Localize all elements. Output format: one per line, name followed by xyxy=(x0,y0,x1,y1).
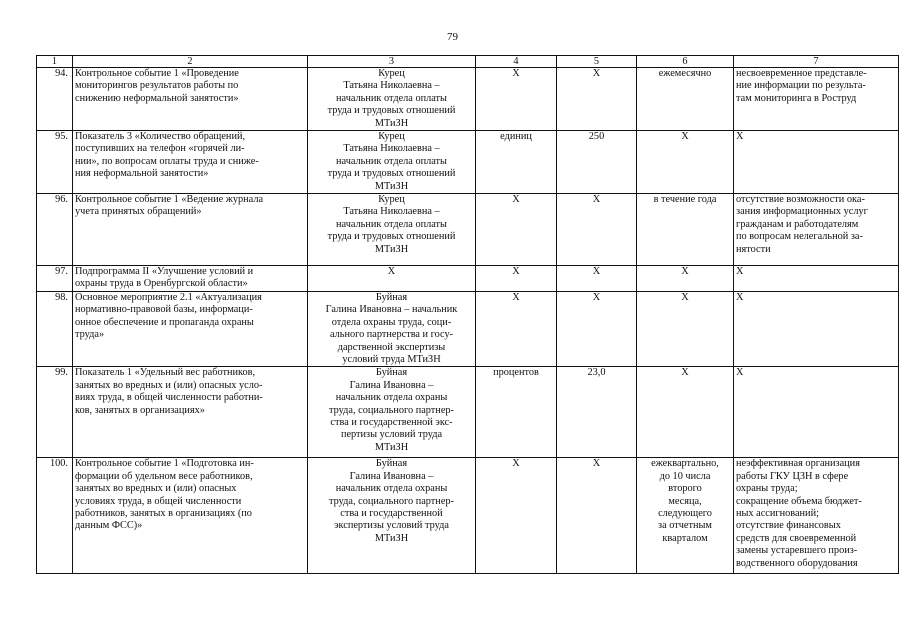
unit-cell: процентов xyxy=(476,367,557,458)
page-number: 79 xyxy=(447,31,458,43)
row-number-cell: 99. xyxy=(37,367,73,458)
row-number-cell: 98. xyxy=(37,291,73,366)
table-row xyxy=(37,367,899,458)
column-header: 5 xyxy=(557,56,637,68)
column-header: 4 xyxy=(476,56,557,68)
unit-cell: X xyxy=(476,266,557,292)
column-header: 6 xyxy=(637,56,734,68)
unit-cell: X xyxy=(476,458,557,574)
unit-cell: X xyxy=(476,68,557,131)
value-cell: X xyxy=(557,194,637,266)
responsible-cell: Буйная Галина Ивановна – начальник отдела охраны труда, социального партнер- ства и государственной экс- пертизы условий труда МТиЗН xyxy=(308,367,476,458)
header-row xyxy=(37,56,899,68)
value-cell: X xyxy=(557,291,637,366)
risk-cell: отсутствие возможности ока- зания информационных услуг гражданам и работодателям по вопросам нелегальной за- нятости xyxy=(734,194,899,266)
responsible-cell: Курец Татьяна Николаевна – начальник отдела оплаты труда и трудовых отношений МТиЗН xyxy=(308,194,476,266)
table-row xyxy=(37,266,899,292)
value-cell: 23,0 xyxy=(557,367,637,458)
term-cell: ежемесячно xyxy=(637,68,734,131)
table-row xyxy=(37,458,899,574)
event-name-cell: Подпрограмма II «Улучшение условий и охраны труда в Оренбургской области» xyxy=(73,266,308,292)
term-cell: в течение года xyxy=(637,194,734,266)
column-header: 1 xyxy=(37,56,73,68)
value-cell: X xyxy=(557,458,637,574)
term-cell: X xyxy=(637,367,734,458)
table-row xyxy=(37,194,899,266)
risk-cell: X xyxy=(734,131,899,194)
term-cell: X xyxy=(637,291,734,366)
table-row xyxy=(37,68,899,131)
row-number-cell: 100. xyxy=(37,458,73,574)
unit-cell: X xyxy=(476,194,557,266)
event-name-cell: Контрольное событие 1 «Ведение журнала учета принятых обращений» xyxy=(73,194,308,266)
responsible-cell: Буйная Галина Ивановна – начальник отдела охраны труда, соци- ального партнерства и госу- дарственной экспертизы условий труда МТиЗН xyxy=(308,291,476,366)
column-header: 2 xyxy=(73,56,308,68)
risk-cell: несвоевременное представле- ние информации по результа- там мониторинга в Роструд xyxy=(734,68,899,131)
event-name-cell: Контрольное событие 1 «Проведение мониторингов результатов работы по снижению неформальной занятости» xyxy=(73,68,308,131)
responsible-cell: X xyxy=(308,266,476,292)
row-number-cell: 97. xyxy=(37,266,73,292)
row-number-cell: 95. xyxy=(37,131,73,194)
risk-cell: X xyxy=(734,291,899,366)
program-table xyxy=(36,55,899,574)
value-cell: X xyxy=(557,68,637,131)
unit-cell: X xyxy=(476,291,557,366)
term-cell: X xyxy=(637,131,734,194)
term-cell: X xyxy=(637,266,734,292)
event-name-cell: Показатель 3 «Количество обращений, поступивших на телефон «горячей ли- нии», по вопросам оплаты труда и сниже- ния неформальной занятости» xyxy=(73,131,308,194)
risk-cell: X xyxy=(734,266,899,292)
table-row xyxy=(37,291,899,366)
risk-cell: неэффективная организация работы ГКУ ЦЗН в сфере охраны труда; сокращение объема бюджет- ных ассигнований; отсутствие финансовых средств для своевременной замены устаревшего произ- водственного оборудования xyxy=(734,458,899,574)
column-header: 3 xyxy=(308,56,476,68)
column-header: 7 xyxy=(734,56,899,68)
row-number-cell: 96. xyxy=(37,194,73,266)
value-cell: X xyxy=(557,266,637,292)
event-name-cell: Контрольное событие 1 «Подготовка ин- формации об удельном весе работников, занятых во вредных и (или) опасных условиях труда, в общей численности работников, занятых в организациях (по данным ФСС)» xyxy=(73,458,308,574)
unit-cell: единиц xyxy=(476,131,557,194)
event-name-cell: Показатель 1 «Удельный вес работников, занятых во вредных и (или) опасных усло- виях труда, в общей численности работни- ков, занятых в организациях» xyxy=(73,367,308,458)
responsible-cell: Курец Татьяна Николаевна – начальник отдела оплаты труда и трудовых отношений МТиЗН xyxy=(308,131,476,194)
event-name-cell: Основное мероприятие 2.1 «Актуализация нормативно-правовой базы, информаци- онное обеспечение и пропаганда охраны труда» xyxy=(73,291,308,366)
responsible-cell: Курец Татьяна Николаевна – начальник отдела оплаты труда и трудовых отношений МТиЗН xyxy=(308,68,476,131)
responsible-cell: Буйная Галина Ивановна – начальник отдела охраны труда, социального партнер- ства и государственной экспертизы условий труда МТиЗН xyxy=(308,458,476,574)
value-cell: 250 xyxy=(557,131,637,194)
risk-cell: X xyxy=(734,367,899,458)
row-number-cell: 94. xyxy=(37,68,73,131)
term-cell: ежеквартально, до 10 числа второго месяца, следующего за отчетным кварталом xyxy=(637,458,734,574)
table-row xyxy=(37,131,899,194)
